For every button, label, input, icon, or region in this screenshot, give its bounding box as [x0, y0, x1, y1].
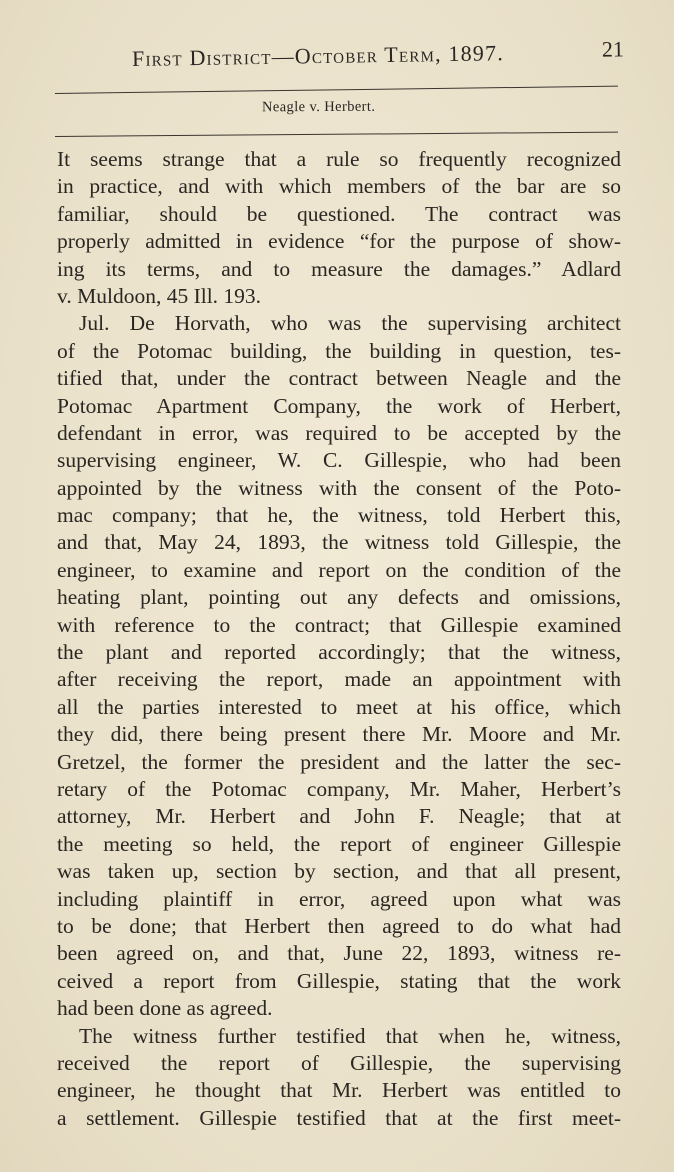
- text-line: ing its terms, and to measure the damages.” Adlard: [57, 256, 621, 281]
- text-line: Potomac Apartment Company, the work of Herbert,: [57, 393, 621, 418]
- text-line: ceived a report from Gillespie, stating that the work: [57, 968, 621, 993]
- text-line: in practice, and with which members of the bar are so: [57, 174, 621, 199]
- text-line: all the parties interested to meet at his office, which: [57, 694, 621, 719]
- text-line: heating plant, pointing out any defects and omissions,: [57, 585, 621, 610]
- text-line: properly admitted in evidence “for the purpose of show-: [57, 229, 621, 254]
- text-line: after receiving the report, made an appointment with: [57, 667, 621, 692]
- text-line: they did, there being present there Mr. Moore and Mr.: [57, 722, 621, 747]
- text-line: a settlement. Gillespie testified that at the first meet-: [57, 1105, 621, 1130]
- text-line: Gretzel, the former the president and the latter the sec-: [57, 749, 621, 774]
- text-line: familiar, should be questioned. The contract was: [57, 201, 621, 226]
- text-line: to be done; that Herbert then agreed to do what had: [57, 913, 621, 938]
- text-line: mac company; that he, the witness, told Herbert this,: [57, 503, 621, 528]
- text-line: received the report of Gillespie, the supervising: [57, 1050, 621, 1075]
- body-text: [57, 146, 621, 1132]
- text-line: of the Potomac building, the building in question, tes-: [57, 338, 621, 363]
- text-line: been agreed on, and that, June 22, 1893, witness re-: [57, 941, 621, 966]
- running-head: [132, 34, 624, 72]
- text-line: v. Muldoon, 45 Ill. 193.: [57, 283, 262, 308]
- text-line: supervising engineer, W. C. Gillespie, who had been: [57, 448, 621, 473]
- text-line: was taken up, section by section, and that all present,: [57, 859, 621, 884]
- text-line: It seems strange that a rule so frequently recognized: [57, 147, 621, 171]
- running-title: First District—October Term, 1897.: [131, 40, 505, 71]
- text-line: Jul. De Horvath, who was the supervising architect: [79, 311, 621, 336]
- case-title: Neagle v. Herbert.: [261, 98, 376, 116]
- text-line: and that, May 24, 1893, the witness told Gillespie, the: [57, 530, 621, 555]
- text-line: with reference to the contract; that Gillespie examined: [57, 612, 621, 637]
- text-line: engineer, to examine and report on the condition of the: [57, 557, 621, 582]
- text-line: retary of the Potomac company, Mr. Maher, Herbert’s: [57, 776, 621, 801]
- text-line: The witness further testified that when he, witness,: [79, 1023, 621, 1048]
- header-rule-top: [55, 86, 618, 94]
- text-line: defendant in error, was required to be accepted by the: [57, 420, 621, 445]
- header-rule-bottom: [55, 132, 618, 137]
- text-line: appointed by the witness with the consent of the Poto-: [57, 475, 621, 500]
- text-line: tified that, under the contract between Neagle and the: [57, 366, 621, 391]
- text-line: including plaintiff in error, agreed upon what was: [57, 886, 621, 911]
- text-line: the meeting so held, the report of engineer Gillespie: [57, 831, 621, 856]
- text-line: engineer, he thought that Mr. Herbert was entitled to: [57, 1078, 621, 1103]
- page-number: 21: [601, 36, 625, 62]
- text-line: the plant and reported accordingly; that the witness,: [57, 640, 621, 665]
- text-line: attorney, Mr. Herbert and John F. Neagle; that at: [57, 804, 621, 829]
- text-line: had been done as agreed.: [57, 996, 273, 1021]
